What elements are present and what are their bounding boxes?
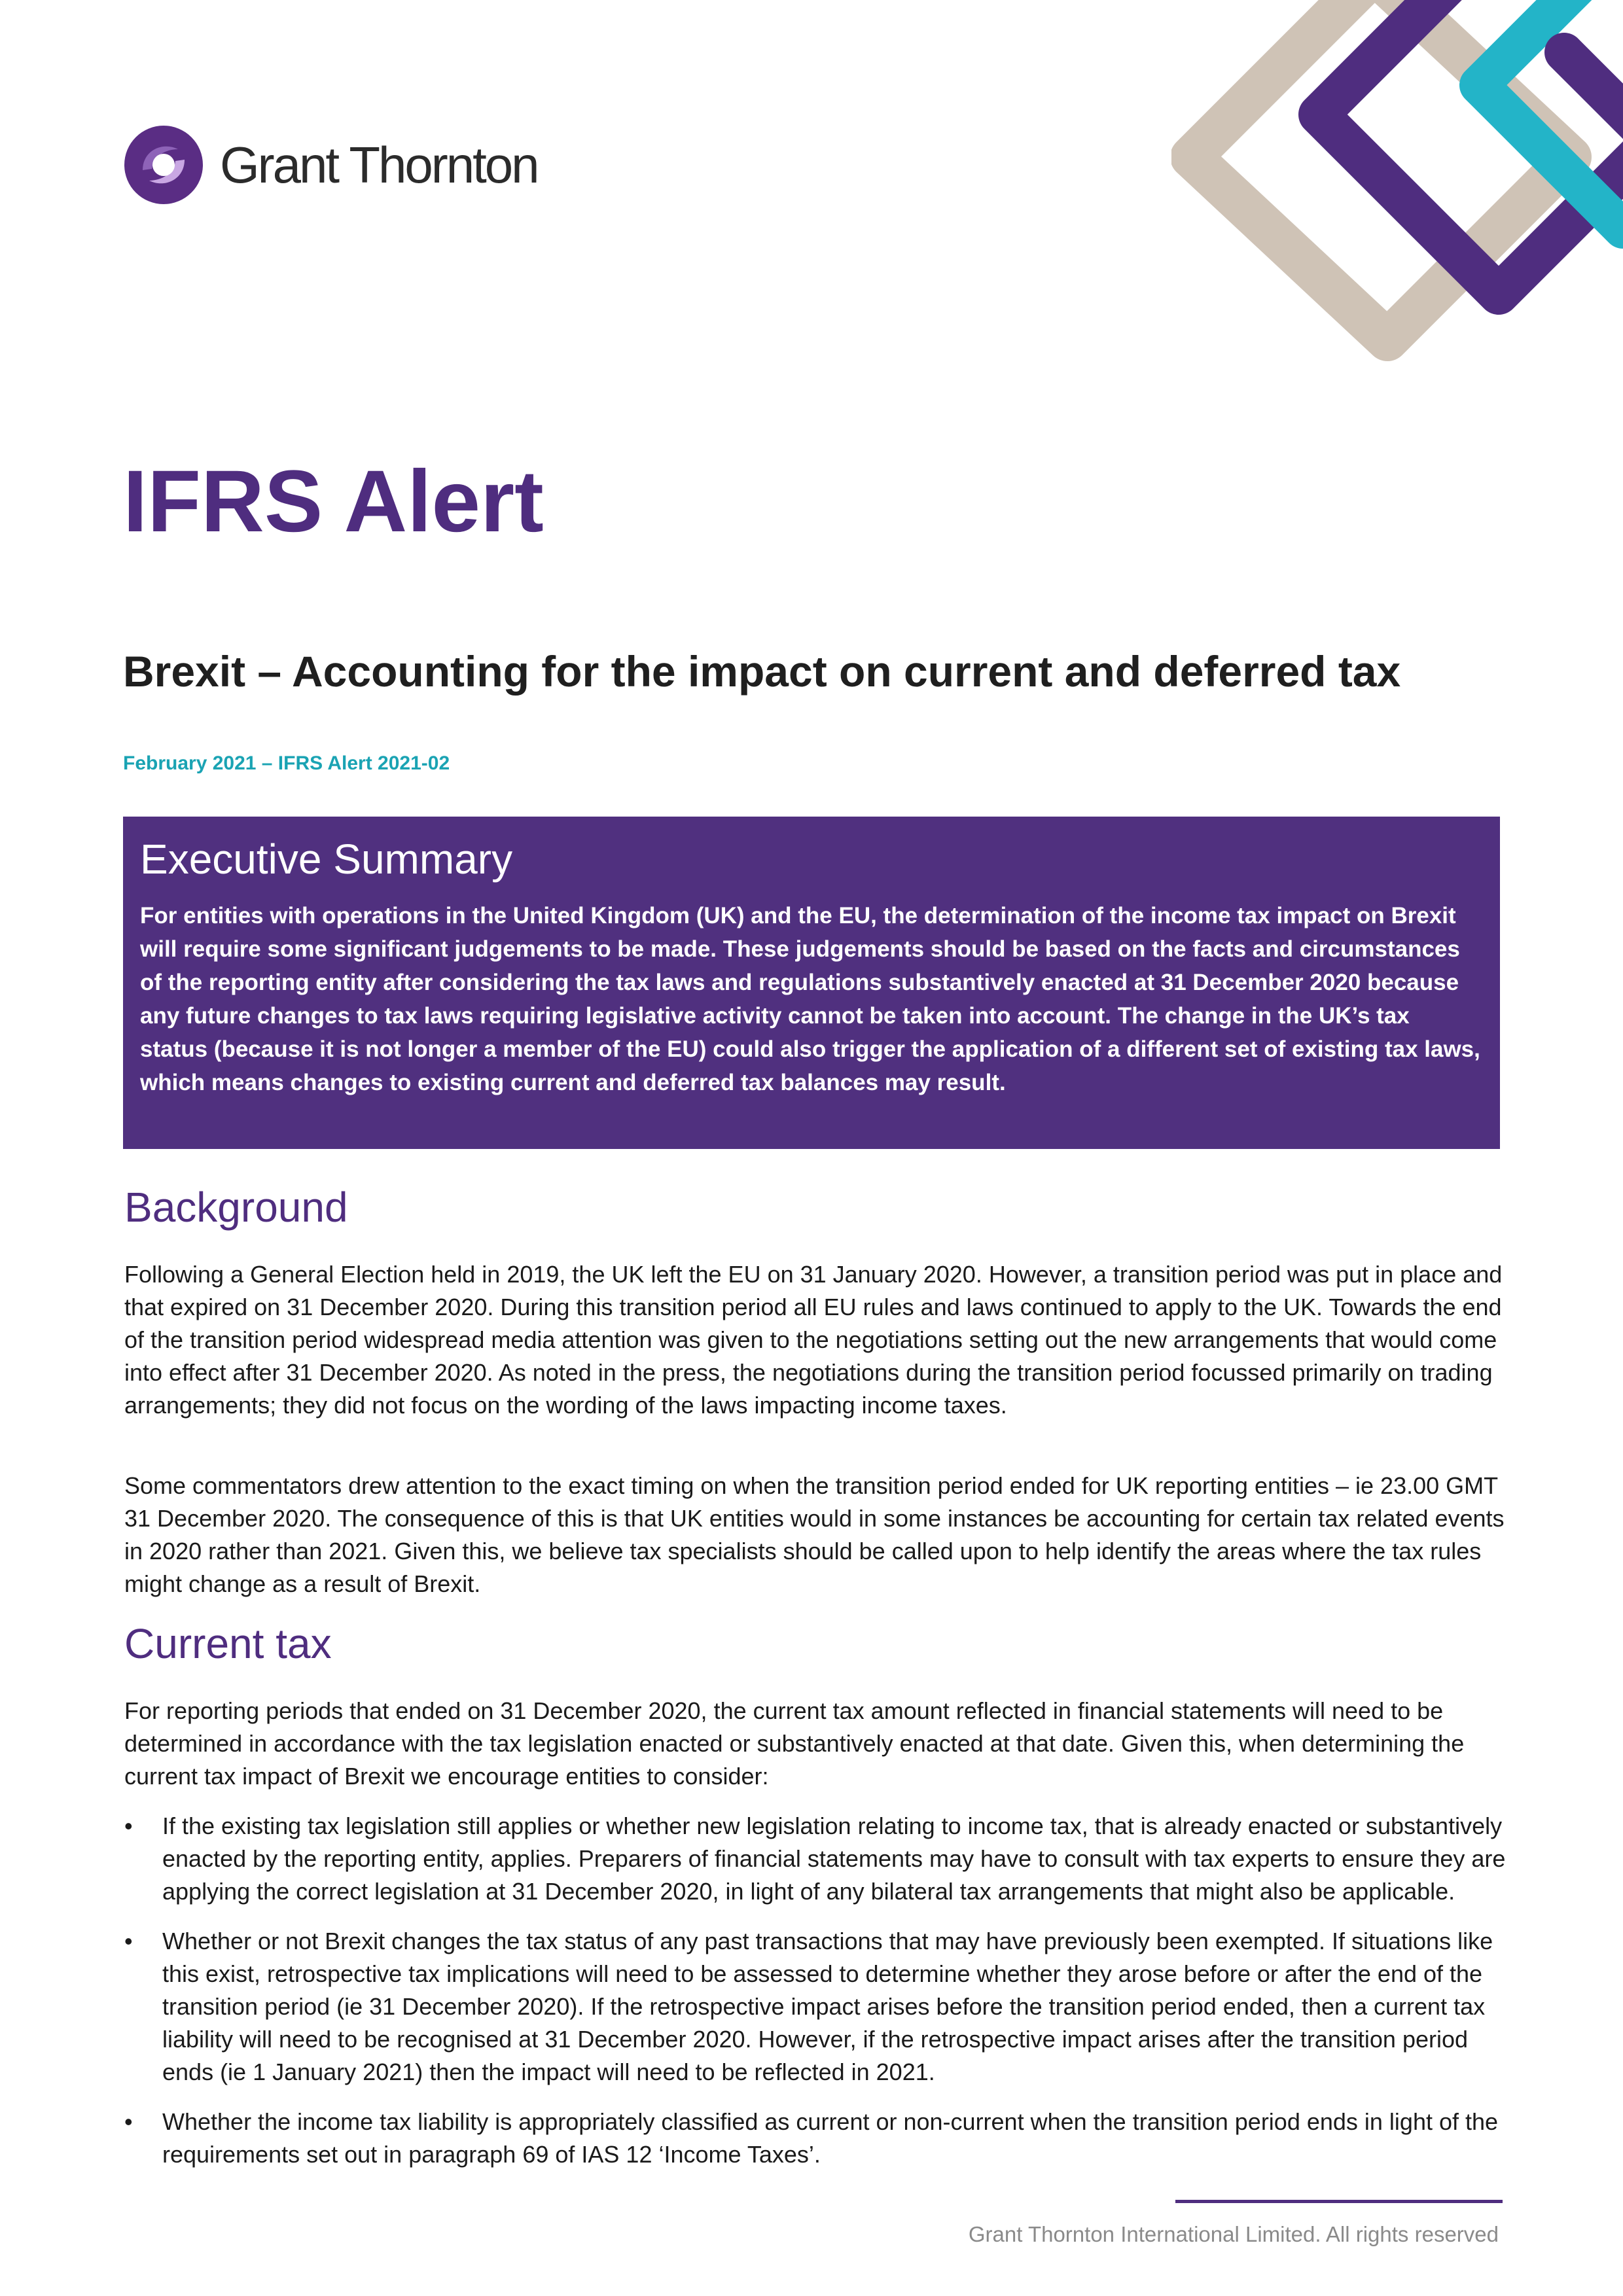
background-paragraph-2: Some commentators drew attention to the exact timing on when the transition period ended for UK reporting entities – ie 23.00 GMT 31 December 2020. The consequence of this is that UK entities would in some instances be accounting for certain tax related events in 2020 rather than 2021. Given this, we believe tax specialists should be called upon to help identify the areas where the tax rules might change as a result of Brexit. xyxy=(124,1472,1505,1597)
executive-summary-box xyxy=(123,817,1500,1149)
list-item: • Whether the income tax liability is appropriately classified as current or non-current when the transition period ends in light of the requirements set out in paragraph 69 of IAS 12 ‘Income Taxes’. xyxy=(124,2106,1512,2171)
grant-thornton-mark-icon xyxy=(123,124,204,205)
current-tax-heading: Current tax xyxy=(124,1620,332,1667)
interlocking-squares-graphic xyxy=(1171,0,1623,366)
footer-divider xyxy=(1175,2200,1503,2203)
current-tax-bullet-list xyxy=(124,1810,1512,2171)
executive-summary-heading: Executive Summary xyxy=(140,836,513,883)
logo-text: Grant Thornton xyxy=(220,136,538,194)
list-item: • Whether or not Brexit changes the tax status of any past transactions that may have previously been exempted. If situations like this exist, retrospective tax implications will need to be assessed to determine whether they arose before or after the end of the transition period (ie 31 December 2020). If the retrospective impact arises before the transition period ended, then a current tax liability will need to be recognised at 31 December 2020. However, if the retrospective impact arises after the transition period ends (ie 1 January 2021) then the impact will need to be reflected in 2021. xyxy=(124,1925,1512,2089)
footer-copyright: Grant Thornton International Limited. All rights reserved xyxy=(968,2222,1499,2246)
executive-summary-text: For entities with operations in the United Kingdom (UK) and the EU, the determination of the income tax impact on Brexit will require some significant judgements to be made. These judgements should be based on the facts and circumstances of the reporting entity after considering the tax laws and regulations substantively enacted at 31 December 2020 because any future changes to tax laws requiring legislative activity cannot be taken into account. The change in the UK’s tax status (because it is not longer a member of the EU) could also trigger the application of a different set of existing tax laws, which means changes to existing current and deferred tax balances may result. xyxy=(140,903,1480,1096)
page-subtitle: Brexit – Accounting for the impact on current and deferred tax xyxy=(123,647,1401,696)
dateline: February 2021 – IFRS Alert 2021-02 xyxy=(123,752,450,774)
background-heading: Background xyxy=(124,1184,348,1231)
current-tax-intro: For reporting periods that ended on 31 December 2020, the current tax amount reflected in financial statements will need to be determined in accordance with the tax legislation enacted or substantively enacted at that date. Given this, when determining the current tax impact of Brexit we encourage entities to consider: xyxy=(124,1697,1465,1790)
list-item: • If the existing tax legislation still applies or whether new legislation relating to income tax, that is already enacted or substantively enacted by the reporting entity, applies. Preparers of financial statements may have to consult with tax experts to ensure they are applying the correct legislation at 31 December 2020, in light of any bilateral tax arrangements that might also be applicable. xyxy=(124,1810,1512,1908)
background-paragraph-1: Following a General Election held in 2019, the UK left the EU on 31 January 2020. However, a transition period was put in place and that expired on 31 December 2020. During this transition period all EU rules and laws continued to apply to the UK. Towards the end of the transition period widespread media attention was given to the negotiations setting out the new arrangements that would come into effect after 31 December 2020. As noted in the press, the negotiations during the transition period focussed primarily on trading arrangements; they did not focus on the wording of the laws impacting income taxes. xyxy=(124,1261,1503,1419)
logo xyxy=(123,124,538,205)
page-title: IFRS Alert xyxy=(123,453,544,550)
